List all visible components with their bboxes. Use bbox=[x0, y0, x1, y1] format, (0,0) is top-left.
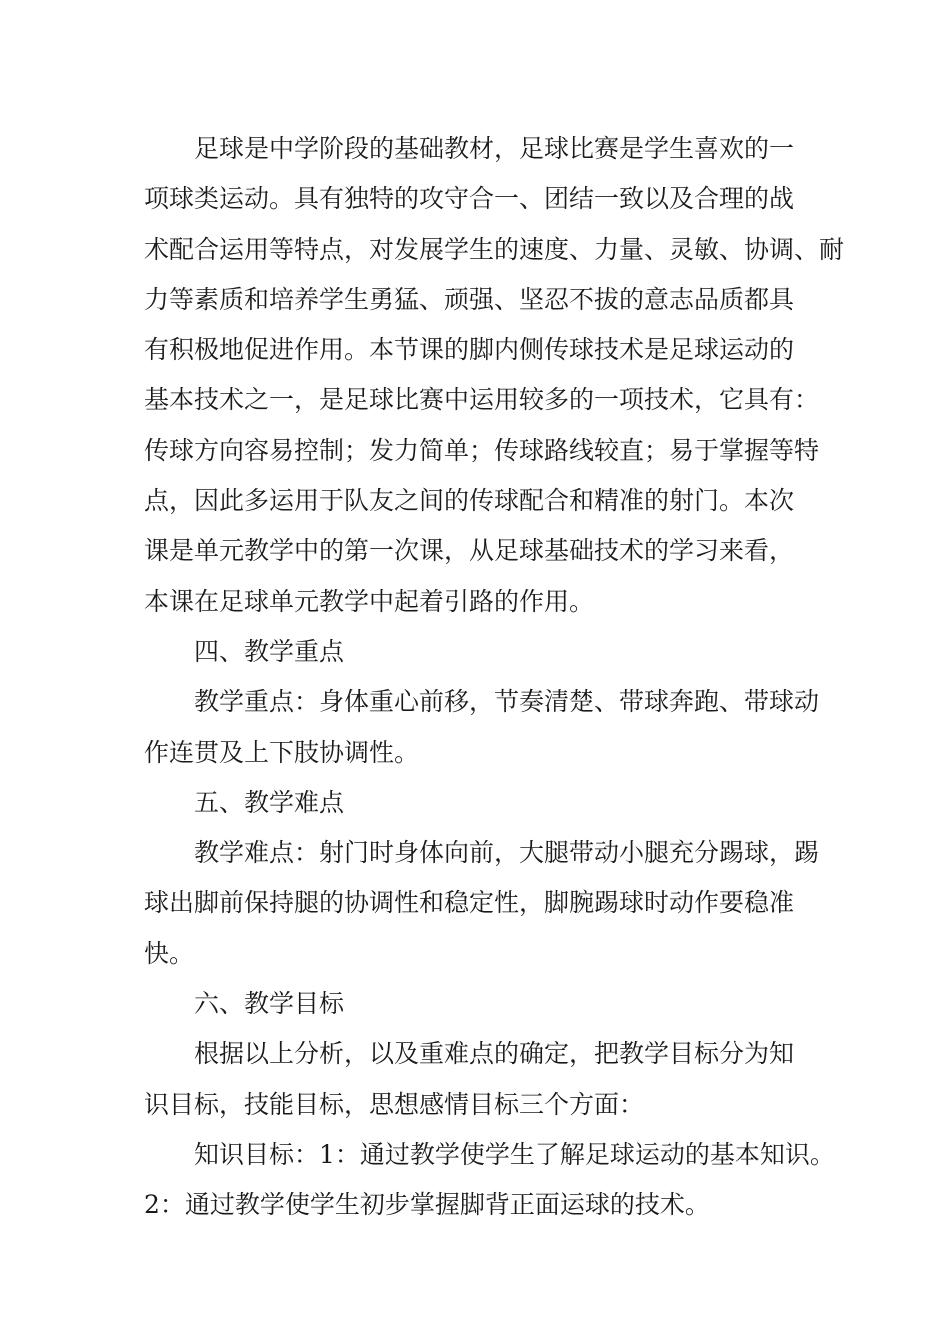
text-line: 球出脚前保持腿的协调性和稳定性，脚腕踢球时动作要稳准 bbox=[144, 888, 795, 918]
text-line: 根据以上分析，以及重难点的确定，把教学目标分为知 bbox=[194, 1039, 795, 1069]
text-line: 力等素质和培养学生勇猛、顽强、坚忍不拔的意志品质都具 bbox=[144, 284, 795, 314]
text-line: 教学难点：射门时身体向前，大腿带动小腿充分踢球，踢 bbox=[194, 838, 820, 868]
text-line: 教学重点：身体重心前移，节奏清楚、带球奔跑、带球动 bbox=[194, 687, 820, 717]
text-line: 项球类运动。具有独特的攻守合一、团结一致以及合理的战 bbox=[144, 184, 795, 214]
document-body bbox=[144, 124, 845, 1231]
text-line: 传球方向容易控制；发力简单；传球路线较直；易于掌握等特 bbox=[144, 435, 820, 465]
text-line: 足球是中学阶段的基础教材，足球比赛是学生喜欢的一 bbox=[194, 134, 795, 163]
text-line: 基本技术之一，是足球比赛中运用较多的一项技术，它具有： bbox=[144, 385, 820, 415]
text-line: 术配合运用等特点，对发展学生的速度、力量、灵敏、协调、耐 bbox=[144, 234, 845, 264]
section-heading: 四、教学重点 bbox=[194, 636, 345, 666]
text-line: 点，因此多运用于队友之间的传球配合和精准的射门。本次 bbox=[144, 486, 795, 516]
text-line: 快。 bbox=[144, 938, 195, 968]
section-heading: 五、教学难点 bbox=[194, 787, 345, 817]
text-line: 作连贯及上下肢协调性。 bbox=[144, 737, 420, 767]
text-line: 2：通过教学使学生初步掌握脚背正面运球的技术。 bbox=[144, 1190, 710, 1220]
text-line: 本课在足球单元教学中起着引路的作用。 bbox=[144, 586, 595, 616]
section-heading: 六、教学目标 bbox=[194, 989, 345, 1019]
text-line: 知识目标：1：通过教学使学生了解足球运动的基本知识。 bbox=[194, 1139, 835, 1169]
text-line: 课是单元教学中的第一次课，从足球基础技术的学习来看， bbox=[144, 536, 795, 566]
text-line: 识目标，技能目标，思想感情目标三个方面： bbox=[144, 1089, 645, 1119]
text-line: 有积极地促进作用。本节课的脚内侧传球技术是足球运动的 bbox=[144, 335, 795, 365]
